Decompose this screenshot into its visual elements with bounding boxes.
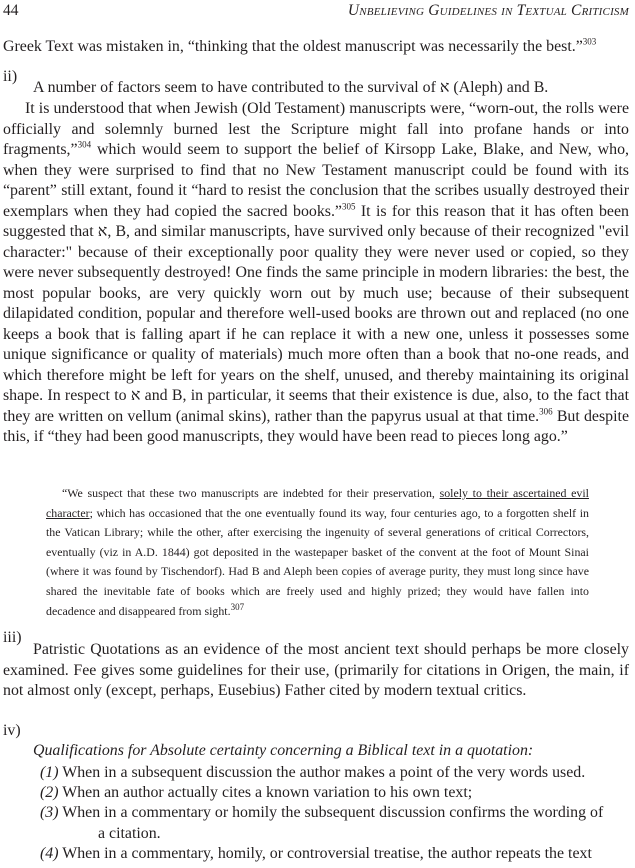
para-segment: which would seem to support the belief of Kirsopp Lake, Blake, and New, who, when they were surprised to find that no New Testament manuscript could be found with its “parent” still extant, found it “hard to resist the conclusion that the scribes usually destroyed their exemplars when they had copied the sacred books.” bbox=[3, 141, 629, 220]
list-item bbox=[40, 783, 632, 804]
para-segment: It is for this reason that it has often been suggested that א, B, and similar manuscripts, have survived only because of their recognized "evil character:" because of their exceptionally poor quality they were never used or copied, so they were never subsequently destroyed! One finds the same principle in modern libraries: the best, the most popular books, are very quickly worn out by much use; because of their subsequent dilapidated condition, popular and therefore well-used books are thrown out and replaced (no one keeps a book that is falling apart if he can replace it with a new one, unless it possesses some unique significance or quality of materials) much more often than a book that no-one reads, and which therefore might be left for years on the shelf, unused, and thereby maintaining its original shape. In respect to א and B, in particular, it seems that their existence is due, also, to the fact that they are written on vellum (animal skins), rather than the papyrus usual at that time. bbox=[3, 202, 629, 425]
item-number: (2) bbox=[40, 784, 59, 801]
footnote-ref: 305 bbox=[341, 201, 356, 212]
page-number: 44 bbox=[3, 2, 19, 19]
section-iii-paragraph bbox=[3, 640, 629, 702]
item-number: (1) bbox=[40, 764, 59, 781]
list-item bbox=[40, 803, 632, 844]
quote-body: ; which has occasioned that the one eventually found its way, four centuries ago, to a forgotten shelf in the Vatican Library; while the other, after exercising the ingenuity of several generations of critical Correctors, eventually (viz in A.D. 1844) got deposited in the wastepaper basket of the convent at the foot of Mount Sinai (where it was found by Tischendorf). Had B and Aleph been copies of average purity, they must long since have shared the inevitable fate of books which are freely used and highly prized; they would have fallen into decadence and disappeared from sight. bbox=[46, 505, 589, 618]
item-text: When in a commentary or homily the subsequent discussion confirms the wording of bbox=[58, 804, 604, 821]
qualifications-heading: Qualifications for Absolute certainty concerning a Biblical text in a quotation: bbox=[33, 742, 534, 759]
running-head: Unbelieving Guidelines in Textual Criticism bbox=[347, 2, 629, 19]
list-item bbox=[40, 844, 632, 865]
footnote-ref: 307 bbox=[230, 601, 245, 612]
item-continuation: a citation. bbox=[98, 824, 161, 842]
para-segment: But despite this, if “they had been good manuscripts, they would have been read to pieces long ago.” bbox=[3, 407, 629, 445]
quote-emphasis: solely to their ascertained evil character bbox=[46, 486, 589, 520]
footnote-ref: 303 bbox=[582, 36, 597, 47]
block-quote bbox=[46, 484, 589, 621]
footnote-ref: 304 bbox=[77, 139, 92, 150]
section-ii-paragraph bbox=[3, 99, 629, 448]
section-ii-lead: A number of factors seem to have contributed to the survival of א (Aleph) and B. bbox=[33, 79, 549, 96]
item-number: (4) bbox=[40, 845, 59, 862]
section-marker-iii: iii) bbox=[3, 629, 22, 646]
para-segment: It is understood that when Jewish (Old Testament) manuscripts were, “worn-out, the rolls were officially and solemnly burned lest the Scripture might fall into profane hands or into fragments,” bbox=[3, 100, 629, 158]
item-text: When in a commentary, homily, or controversial treatise, the author repeats the text bbox=[58, 845, 592, 862]
quote-lead: “We suspect that these two manuscripts are indebted for their preservation, bbox=[62, 486, 440, 500]
section-marker-ii: ii) bbox=[3, 68, 18, 85]
section-ii-first-line bbox=[3, 78, 629, 99]
page-header bbox=[3, 2, 629, 22]
continuation-text: Greek Text was mistaken in, “thinking that the oldest manuscript was necessarily the best.” bbox=[3, 38, 583, 55]
item-text: When an author actually cites a known variation to his own text; bbox=[58, 784, 473, 801]
section-marker-iv: iv) bbox=[3, 722, 21, 739]
section-iii-text: Patristic Quotations as an evidence of the most ancient text should perhaps be more closely examined. Fee gives some guidelines for their use, (primarily for citations in Origen, the main, if not almost only (except, perhaps, Eusebius) Father cited by modern textual critics. bbox=[3, 641, 629, 699]
list-item bbox=[40, 763, 632, 784]
item-number: (3) bbox=[40, 804, 59, 821]
continuation-paragraph bbox=[3, 37, 629, 58]
item-text: When in a subsequent discussion the author makes a point of the very words used. bbox=[58, 764, 586, 781]
footnote-ref: 306 bbox=[539, 406, 553, 417]
